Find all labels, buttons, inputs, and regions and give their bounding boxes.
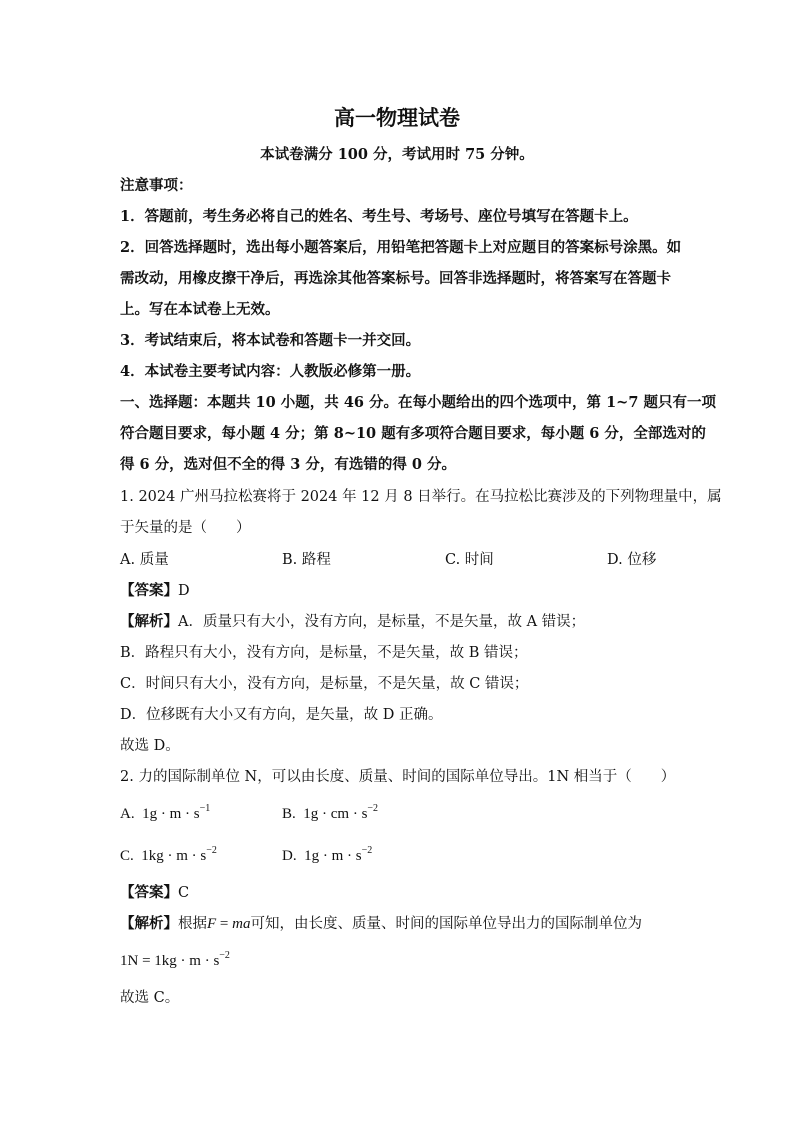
formula: F = ma (207, 916, 251, 932)
answer-value: C (178, 885, 190, 901)
notice-item: 1．答题前，考生务必将自己的姓名、考生号、考场号、座位号填写在答题卡上。 (120, 208, 638, 225)
q1-answer (120, 581, 190, 601)
analysis-tag: 【解析】 (120, 915, 178, 932)
q1-option-a: A. 质量 (120, 552, 169, 568)
q2-result-formula: $1N = 1kg \cdot m \cdot s^{-2}$ (120, 950, 230, 969)
q1-option-b: B. 路程 (282, 552, 331, 568)
q2-answer (120, 883, 189, 903)
q2-analysis: 【解析】根据F = ma可知，由长度、质量、时间的国际单位导出力的国际制单位为 (120, 915, 642, 932)
q1-stem: 1. 2024 广州马拉松赛将于 2024 年 12 月 8 日举行。在马拉松比赛涉及的下列物理量中，属 (120, 489, 722, 505)
answer-value: D (178, 583, 190, 599)
page-title: 高一物理试卷 (334, 105, 460, 130)
q2-option-b: B. 1g · cm · $s^{-2}$ (282, 803, 379, 822)
analysis-tag: 【解析】 (120, 613, 178, 630)
answer-tag: 【答案】 (120, 884, 178, 901)
notice-item: 需改动，用橡皮擦干净后，再选涂其他答案标号。回答非选择题时，将答案写在答题卡 (120, 270, 671, 287)
q2-option-a: A. $1g \cdot m \cdot s^{-1}$ (120, 803, 211, 822)
q1-conclusion: 故选 D。 (120, 738, 180, 754)
q2-stem: 2. 力的国际制单位 N，可以由长度、质量、时间的国际单位导出。1N 相当于（ ） (120, 769, 676, 785)
section-instruction: 得 6 分，选对但不全的得 3 分，有选错的得 0 分。 (120, 456, 457, 473)
q1-analysis-line: B．路程只有大小，没有方向，是标量，不是矢量，故 B 错误； (120, 645, 528, 661)
analysis-text: A．质量只有大小，没有方向，是标量，不是矢量，故 A 错误； (178, 614, 586, 630)
q1-option-c: C. 时间 (445, 552, 494, 568)
page-subtitle: 本试卷满分 100 分，考试用时 75 分钟。 (260, 146, 534, 163)
notice-heading: 注意事项： (120, 177, 193, 194)
q1-analysis-line: D．位移既有大小又有方向，是矢量，故 D 正确。 (120, 707, 443, 723)
q2-option-d: D. $1g \cdot m \cdot s^{-2}$ (282, 845, 373, 864)
q2-conclusion: 故选 C。 (120, 990, 180, 1006)
answer-tag: 【答案】 (120, 582, 178, 599)
notice-item: 2．回答选择题时，选出每小题答案后，用铅笔把答题卡上对应题目的答案标号涂黑。如 (120, 239, 682, 256)
section-heading: 一、选择题：本题共 10 小题，共 46 分。在每小题给出的四个选项中，第 1~7 题只有一项 (120, 394, 716, 411)
q1-stem: 于矢量的是（ ） (120, 520, 251, 536)
notice-item: 上。写在本试卷上无效。 (120, 301, 280, 318)
notice-item: 3．考试结束后，将本试卷和答题卡一并交回。 (120, 332, 421, 349)
notice-item: 4．本试卷主要考试内容：人教版必修第一册。 (120, 363, 421, 380)
section-instruction: 符合题目要求，每小题 4 分；第 8~10 题有多项符合题目要求，每小题 6 分，全部选对的 (120, 425, 706, 442)
q1-analysis-line: C．时间只有大小，没有方向，是标量，不是矢量，故 C 错误； (120, 676, 529, 692)
q2-option-c: C. $1kg \cdot m \cdot s^{-2}$ (120, 845, 217, 864)
q1-option-d: D. 位移 (607, 552, 657, 568)
q1-analysis (120, 612, 585, 632)
